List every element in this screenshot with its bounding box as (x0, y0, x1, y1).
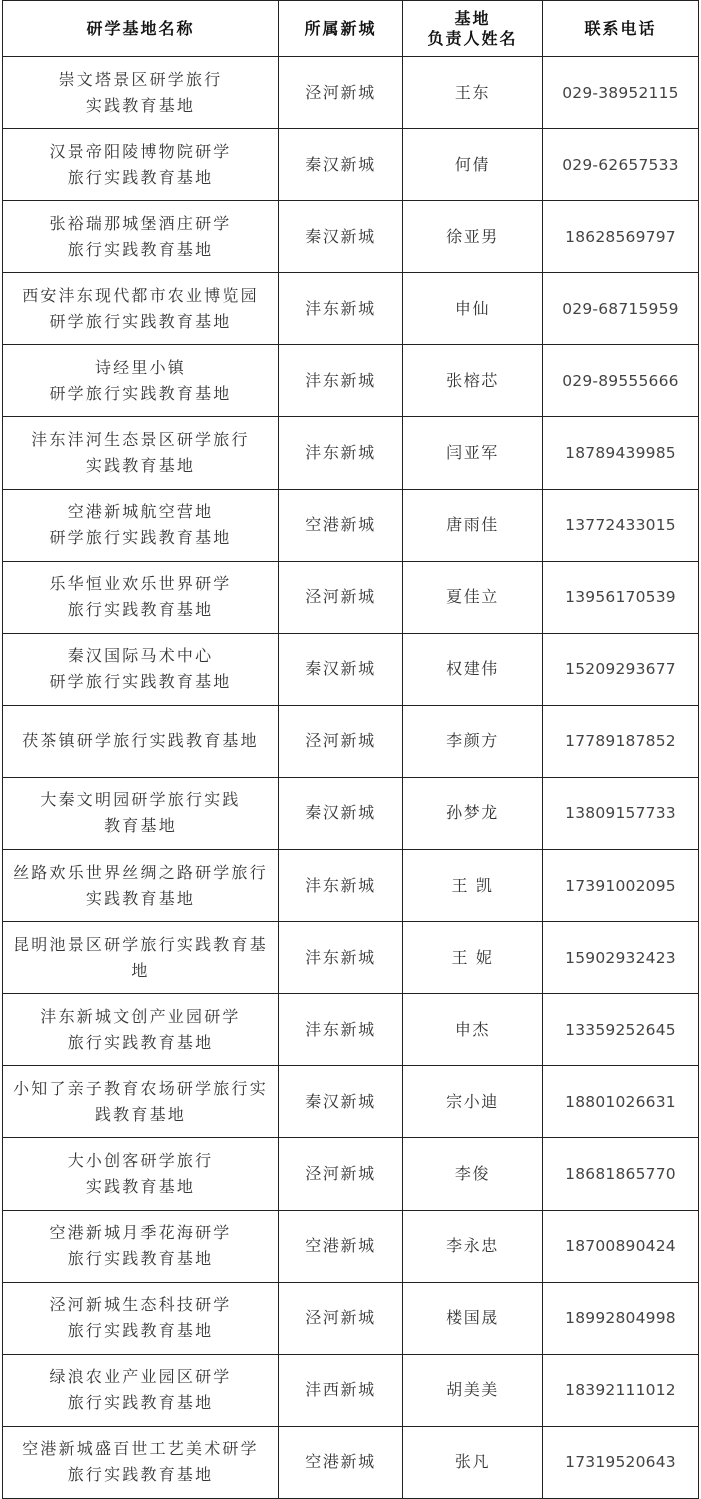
header-manager (403, 1, 543, 57)
base-name-cell (3, 561, 279, 633)
table-row (3, 922, 699, 994)
base-name-cell (3, 1354, 279, 1426)
base-name-line: 实践教育基地 (85, 1176, 196, 1196)
district-cell: 沣东新城 (279, 994, 403, 1066)
district-cell: 沣东新城 (279, 850, 403, 922)
table-row (3, 345, 699, 417)
district-cell: 泾河新城 (279, 561, 403, 633)
table-row (3, 1066, 699, 1138)
base-name-line: 沣东沣河生态景区研学旅行 (31, 430, 250, 450)
table-row (3, 489, 699, 561)
manager-cell: 唐雨佳 (403, 489, 543, 561)
manager-cell: 孙梦龙 (403, 777, 543, 849)
base-name-line: 旅行实践教育基地 (67, 1393, 214, 1413)
phone-cell: 17391002095 (543, 850, 699, 922)
base-name-line: 秦汉国际马术中心 (67, 646, 214, 666)
base-name-line: 旅行实践教育基地 (67, 167, 214, 187)
base-name-cell (3, 273, 279, 345)
base-name-cell (3, 1426, 279, 1498)
phone-cell: 13956170539 (543, 561, 699, 633)
header-manager-line1: 基地 (454, 8, 491, 28)
district-cell: 秦汉新城 (279, 1066, 403, 1138)
manager-cell: 王 妮 (403, 922, 543, 994)
manager-cell: 宗小迪 (403, 1066, 543, 1138)
base-name-cell (3, 994, 279, 1066)
base-name-cell (3, 201, 279, 273)
district-cell: 沣东新城 (279, 345, 403, 417)
phone-cell: 15209293677 (543, 633, 699, 705)
district-cell: 空港新城 (279, 1426, 403, 1498)
base-name-line: 昆明池景区研学旅行实践教育基 (13, 934, 268, 954)
manager-cell: 何倩 (403, 129, 543, 201)
base-name-cell (3, 633, 279, 705)
base-name-line: 旅行实践教育基地 (67, 239, 214, 259)
district-cell: 泾河新城 (279, 1282, 403, 1354)
base-name-line: 大小创客研学旅行 (67, 1150, 214, 1170)
base-name-line: 汉景帝阳陵博物院研学 (49, 141, 232, 161)
base-name-cell (3, 57, 279, 129)
base-name-line: 空港新城航空营地 (67, 502, 214, 522)
base-name-line: 丝路欢乐世界丝绸之路研学旅行 (13, 862, 268, 882)
base-name-line: 大秦文明园研学旅行实践 (40, 790, 241, 810)
base-name-line: 沣东新城文创产业园研学 (40, 1006, 241, 1026)
phone-cell: 18628569797 (543, 201, 699, 273)
district-cell: 秦汉新城 (279, 201, 403, 273)
phone-cell: 18681865770 (543, 1138, 699, 1210)
base-name-line: 西安沣东现代都市农业博览园 (22, 285, 259, 305)
manager-cell: 权建伟 (403, 633, 543, 705)
district-cell: 空港新城 (279, 489, 403, 561)
base-name-cell (3, 417, 279, 489)
base-name-line: 空港新城盛百世工艺美术研学 (22, 1439, 259, 1459)
table-row (3, 633, 699, 705)
table-row (3, 1210, 699, 1282)
phone-cell: 029-38952115 (543, 57, 699, 129)
base-name-line: 地 (131, 960, 150, 980)
table-row (3, 994, 699, 1066)
header-phone: 联系电话 (543, 1, 699, 57)
base-name-line: 旅行实践教育基地 (67, 600, 214, 620)
header-district: 所属新城 (279, 1, 403, 57)
phone-cell: 029-62657533 (543, 129, 699, 201)
manager-cell: 张凡 (403, 1426, 543, 1498)
phone-cell: 18789439985 (543, 417, 699, 489)
base-name-cell (3, 129, 279, 201)
base-name-line: 小知了亲子教育农场研学旅行实 (13, 1078, 268, 1098)
base-name-line: 茯茶镇研学旅行实践教育基地 (22, 731, 259, 751)
manager-cell: 闫亚军 (403, 417, 543, 489)
manager-cell: 李颜方 (403, 705, 543, 777)
phone-cell: 18700890424 (543, 1210, 699, 1282)
base-name-line: 研学旅行实践教育基地 (49, 311, 232, 331)
phone-cell: 17319520643 (543, 1426, 699, 1498)
district-cell: 沣西新城 (279, 1354, 403, 1426)
manager-cell: 张榕芯 (403, 345, 543, 417)
manager-cell: 王 凯 (403, 850, 543, 922)
table-row (3, 201, 699, 273)
base-name-line: 教育基地 (104, 816, 177, 836)
table-row (3, 850, 699, 922)
base-name-line: 绿浪农业产业园区研学 (49, 1367, 232, 1387)
base-name-line: 诗经里小镇 (94, 357, 186, 377)
phone-cell: 029-89555666 (543, 345, 699, 417)
district-cell: 沣东新城 (279, 417, 403, 489)
research-base-table (2, 0, 699, 1499)
base-name-line: 践教育基地 (94, 1104, 186, 1124)
manager-cell: 夏佳立 (403, 561, 543, 633)
district-cell: 泾河新城 (279, 57, 403, 129)
district-cell: 沣东新城 (279, 273, 403, 345)
phone-cell: 13809157733 (543, 777, 699, 849)
table-row (3, 57, 699, 129)
base-name-line: 实践教育基地 (85, 888, 196, 908)
manager-cell: 申杰 (403, 994, 543, 1066)
table-row (3, 1354, 699, 1426)
phone-cell: 18992804998 (543, 1282, 699, 1354)
phone-cell: 15902932423 (543, 922, 699, 994)
manager-cell: 王东 (403, 57, 543, 129)
manager-cell: 楼国晟 (403, 1282, 543, 1354)
manager-cell: 徐亚男 (403, 201, 543, 273)
table-row (3, 417, 699, 489)
district-cell: 空港新城 (279, 1210, 403, 1282)
base-name-line: 泾河新城生态科技研学 (49, 1295, 232, 1315)
phone-cell: 17789187852 (543, 705, 699, 777)
base-name-cell (3, 1066, 279, 1138)
base-name-cell (3, 1282, 279, 1354)
table-header-row (3, 1, 699, 57)
manager-cell: 李俊 (403, 1138, 543, 1210)
base-name-line: 张裕瑞那城堡酒庄研学 (49, 213, 232, 233)
table-row (3, 273, 699, 345)
district-cell: 秦汉新城 (279, 777, 403, 849)
base-name-cell (3, 345, 279, 417)
base-name-line: 崇文塔景区研学旅行 (58, 69, 223, 89)
base-name-line: 旅行实践教育基地 (67, 1321, 214, 1341)
base-name-line: 研学旅行实践教育基地 (49, 383, 232, 403)
table-row (3, 1282, 699, 1354)
base-name-line: 实践教育基地 (85, 456, 196, 476)
phone-cell: 18392111012 (543, 1354, 699, 1426)
base-name-cell (3, 705, 279, 777)
base-name-line: 乐华恒业欢乐世界研学 (49, 574, 232, 594)
base-name-cell (3, 489, 279, 561)
table-body (3, 57, 699, 1499)
district-cell: 泾河新城 (279, 705, 403, 777)
base-name-line: 旅行实践教育基地 (67, 1465, 214, 1485)
base-name-line: 旅行实践教育基地 (67, 1032, 214, 1052)
phone-cell: 13772433015 (543, 489, 699, 561)
base-name-line: 研学旅行实践教育基地 (49, 528, 232, 548)
table-row (3, 129, 699, 201)
header-base-name: 研学基地名称 (3, 1, 279, 57)
table-row (3, 1426, 699, 1498)
base-name-cell (3, 1138, 279, 1210)
header-manager-line2: 负责人姓名 (427, 28, 518, 48)
base-name-line: 实践教育基地 (85, 95, 196, 115)
manager-cell: 申仙 (403, 273, 543, 345)
district-cell: 秦汉新城 (279, 633, 403, 705)
base-name-line: 研学旅行实践教育基地 (49, 672, 232, 692)
base-name-line: 空港新城月季花海研学 (49, 1223, 232, 1243)
table-row (3, 1138, 699, 1210)
phone-cell: 13359252645 (543, 994, 699, 1066)
table-row (3, 705, 699, 777)
district-cell: 泾河新城 (279, 1138, 403, 1210)
district-cell: 沣东新城 (279, 922, 403, 994)
phone-cell: 029-68715959 (543, 273, 699, 345)
base-name-cell (3, 922, 279, 994)
manager-cell: 李永忠 (403, 1210, 543, 1282)
phone-cell: 18801026631 (543, 1066, 699, 1138)
table-row (3, 561, 699, 633)
base-name-line: 旅行实践教育基地 (67, 1249, 214, 1269)
base-name-cell (3, 850, 279, 922)
manager-cell: 胡美美 (403, 1354, 543, 1426)
table-row (3, 777, 699, 849)
base-name-cell (3, 1210, 279, 1282)
district-cell: 秦汉新城 (279, 129, 403, 201)
base-name-cell (3, 777, 279, 849)
